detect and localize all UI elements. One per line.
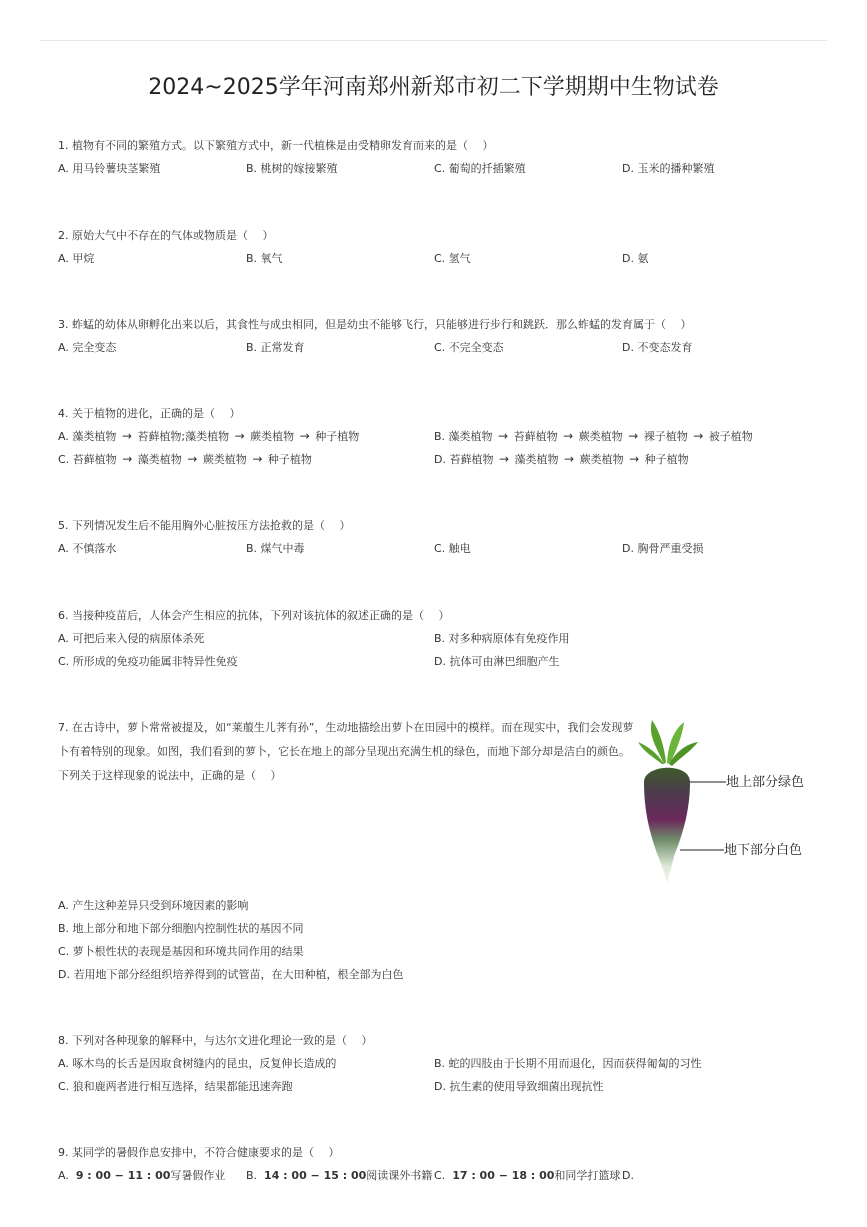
option-a: A. 完全变态 [58,341,117,354]
option-d: D. 若用地下部分经组织培养得到的试管苗，在大田种植，根全部为白色 [58,968,404,981]
chain-item: 蕨类植物 [579,453,624,466]
chain-item: 蕨类植物 [250,430,295,443]
option-a: A. 产生这种差异只受到环境因素的影响 [58,899,249,912]
option-a: A. 可把后来入侵的病原体杀死 [58,632,205,645]
option-prefix: C. [434,1169,446,1182]
chain-item: 藻类植物 [448,430,493,443]
option-a: A. 不慎落水 [58,542,117,555]
chain-item: 种子植物 [644,453,689,466]
option-c: C. 触电 [434,542,471,555]
chain-item: 蕨类植物 [578,430,623,443]
arrow-icon: → [299,429,310,443]
option-prefix: D. [622,1169,634,1182]
radish-root-icon [644,768,690,884]
chain-item: 藻类植物 [72,430,117,443]
option-a: A. 啄木鸟的长舌是因取食树缝内的昆虫，反复伸长造成的 [58,1057,337,1070]
option-prefix: A. [58,430,69,443]
leaves-icon [638,720,698,766]
option-a [58,425,359,448]
chain-item: 蕨类植物 [202,453,247,466]
label-lower-part: 地下部分白色 [724,843,803,858]
option-c [434,1164,620,1187]
option-prefix: B. [434,430,446,443]
arrow-icon: → [121,429,132,443]
arrow-icon: → [498,452,510,466]
arrow-icon: → [629,452,640,466]
option-b: B. 对多种病原体有免疫作用 [434,632,570,645]
question-stem: 8. 下列对各种现象的解释中，与达尔文进化理论一致的是（ ） [58,1034,373,1047]
question-7-options [58,894,818,986]
option-b: B. 氧气 [246,252,283,265]
time-range: 14 : 00 − 15 : 00 [264,1169,367,1182]
option-d: D. 氨 [622,252,649,265]
option-prefix: C. [58,453,70,466]
option-c: C. 萝卜根性状的表现是基因和环境共同作用的结果 [58,945,304,958]
question-stem: 2. 原始大气中不存在的气体或物质是（ ） [58,229,274,242]
option-text: 写暑假作业 [170,1169,226,1182]
header-divider [40,40,827,41]
option-d [434,448,689,471]
option-b: B. 桃树的嫁接繁殖 [246,162,338,175]
label-upper-part: 地上部分绿色 [726,775,805,790]
option-b: B. 地上部分和地下部分细胞内控制性状的基因不同 [58,922,304,935]
option-c: C. 狼和鹿两者进行相互选择，结果都能迅速奔跑 [58,1080,293,1093]
option-c: C. 所形成的免疫功能属非特异性免疫 [58,655,238,668]
option-d: D. 玉米的播种繁殖 [622,162,715,175]
arrow-icon: → [234,429,245,443]
question-stem: 5. 下列情况发生后不能用胸外心脏按压方法抢救的是（ ） [58,519,351,532]
option-d: D. 胸骨严重受损 [622,542,704,555]
option-b [434,425,753,448]
radish-figure [634,716,824,884]
option-text: 和同学打篮球 [554,1169,621,1182]
question-stem: 1. 植物有不同的繁殖方式。以下繁殖方式中，新一代植株是由受精卵发育而来的是（ ） [58,139,494,152]
question-stem: 6. 当接种疫苗后，人体会产生相应的抗体，下列对该抗体的叙述正确的是（ ） [58,609,450,622]
option-d: D. 不变态发育 [622,341,693,354]
chain-item: 苔藓植物;藻类植物 [137,430,230,443]
chain-item: 苔藓植物 [449,453,494,466]
question-1 [58,134,818,180]
option-prefix: B. [246,1169,258,1182]
question-3 [58,313,818,359]
option-b: B. 正常发育 [246,341,305,354]
chain-item: 藻类植物 [514,453,559,466]
time-range: 9 : 00 − 11 : 00 [75,1169,171,1182]
option-d: D. 抗生素的使用导致细菌出现抗性 [434,1080,604,1093]
option-c [58,448,312,471]
question-8 [58,1029,818,1098]
arrow-icon: → [498,429,509,443]
option-text: 阅读课外书籍 [366,1169,433,1182]
option-d: D. 抗体可由淋巴细胞产生 [434,655,560,668]
arrow-icon: → [564,452,575,466]
option-prefix: D. [434,453,446,466]
arrow-icon: → [693,429,704,443]
arrow-icon: → [628,429,639,443]
option-a: A. 甲烷 [58,252,95,265]
arrow-icon: → [563,429,574,443]
question-stem: 3. 蚱蜢的幼体从卵孵化出来以后，其食性与成虫相同，但是幼虫不能够飞行，只能够进行步行和跳跃．那么蚱蜢的发育属于（ ） [58,318,692,331]
option-a: A. 用马铃薯块茎繁殖 [58,162,161,175]
option-b [246,1164,432,1187]
time-range: 17 : 00 − 18 : 00 [452,1169,555,1182]
question-4 [58,402,818,471]
chain-item: 种子植物 [267,453,312,466]
question-stem: 4. 关于植物的进化，正确的是（ ） [58,407,241,420]
question-stem: 9. 某同学的暑假作息安排中，不符合健康要求的是（ ） [58,1146,340,1159]
arrow-icon: → [252,452,263,466]
chain-item: 苔藓植物 [72,453,117,466]
chain-item: 藻类植物 [137,453,182,466]
option-c: C. 不完全变态 [434,341,504,354]
arrow-icon: → [122,452,133,466]
question-9 [58,1141,818,1187]
option-a [58,1164,225,1187]
question-6 [58,604,818,673]
option-b: B. 煤气中毒 [246,542,305,555]
chain-item: 被子植物 [708,430,753,443]
option-d [622,1164,634,1187]
chain-item: 裸子植物 [643,430,688,443]
option-c: C. 氢气 [434,252,471,265]
chain-item: 种子植物 [315,430,360,443]
question-2 [58,224,818,270]
option-c: C. 葡萄的扦插繁殖 [434,162,526,175]
arrow-icon: → [187,452,198,466]
question-5 [58,514,818,560]
option-b: B. 蛇的四肢由于长期不用而退化，因而获得匍匐的习性 [434,1057,702,1070]
page-title: 2024~2025学年河南郑州新郑市初二下学期期中生物试卷 [148,75,719,100]
question-stem: 7. 在古诗中，萝卜常常被提及，如“莱菔生儿荠有孙”，生动地描绘出萝卜在田园中的模样。而在现实中，我们会发现萝卜有着特别的现象。如图，我们看到的萝卜，它长在地上的部分呈现出充满生机的绿色，而地下部分却是洁白的颜色。下列关于这样现象的说法中，正确的是（ ） [58,721,634,782]
option-prefix: A. [58,1169,69,1182]
chain-item: 苔藓植物 [513,430,558,443]
